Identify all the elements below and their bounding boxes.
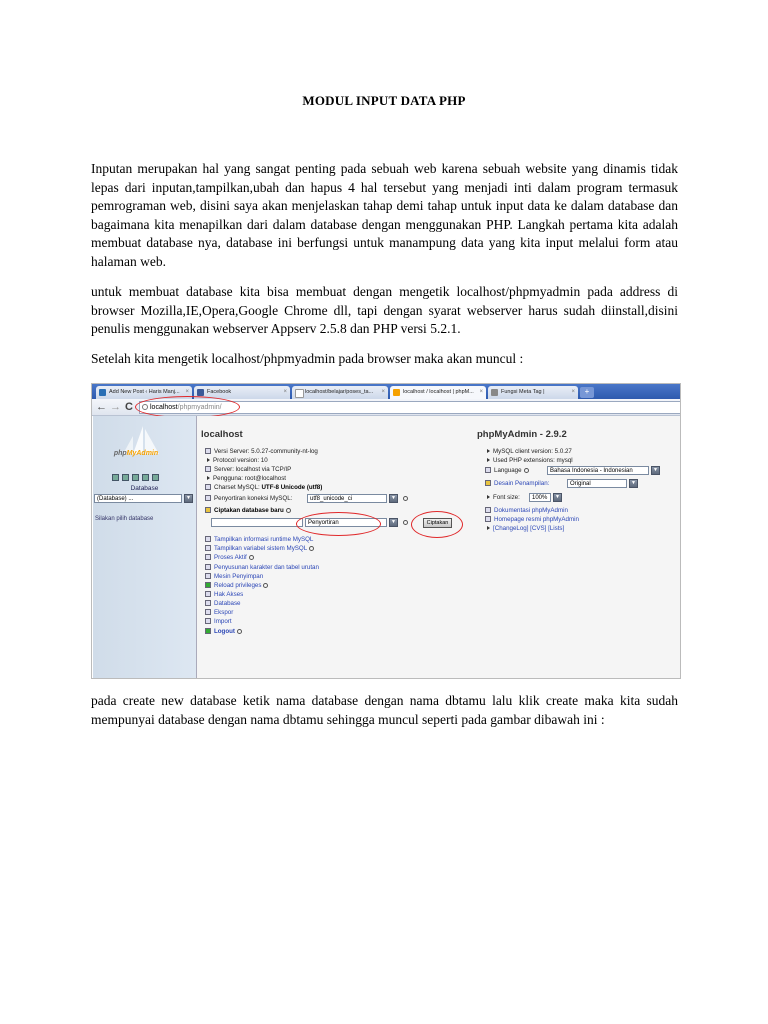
charset-row: Charset MySQL: UTF-8 Unicode (utf8) (205, 484, 322, 492)
forward-button[interactable]: → (110, 401, 121, 413)
collation-select[interactable]: utf8_unicode_ci (307, 494, 387, 503)
bullet-icon (487, 526, 490, 530)
privileges-icon (205, 591, 211, 597)
language-select-arrow-icon[interactable]: ▼ (651, 466, 660, 475)
tab-localhost-belajar[interactable]: localhost/belajar/poses_ta... × (292, 386, 388, 399)
create-db-label-row: Ciptakan database baru (205, 507, 291, 515)
docs-icon[interactable] (142, 474, 149, 481)
database-icon (205, 600, 211, 606)
phpmyadmin-version-heading: phpMyAdmin - 2.9.2 (477, 429, 567, 440)
collation-row: Penyortiran koneksi MySQL: (205, 495, 292, 503)
link-engines[interactable]: Mesin Penyimpan (205, 573, 263, 581)
help-icon[interactable] (403, 520, 408, 525)
document-title: MODUL INPUT DATA PHP (302, 93, 466, 108)
new-tab-button[interactable]: + (580, 387, 594, 398)
close-icon[interactable]: × (381, 389, 385, 395)
font-size-select[interactable]: 100% (529, 493, 551, 502)
reload-icon (205, 582, 211, 588)
left-navigation (93, 416, 197, 678)
collation-select-arrow-icon[interactable]: ▼ (389, 494, 398, 503)
page-icon (295, 389, 304, 398)
import-icon (205, 618, 211, 624)
docs-icon (485, 507, 491, 513)
bullet-icon (487, 449, 490, 453)
language-row: Language (485, 467, 529, 475)
close-icon[interactable]: × (571, 389, 575, 395)
link-runtime-info[interactable]: Tampilkan informasi runtime MySQL (205, 536, 313, 544)
protocol-row: Protocol version: 10 (205, 457, 268, 465)
create-database-button[interactable]: Ciptakan (423, 518, 452, 528)
font-size-row: Font size: (485, 494, 520, 502)
language-select[interactable]: Bahasa Indonesia - Indonesian (547, 466, 649, 475)
help-icon[interactable] (524, 468, 529, 473)
logout-icon (205, 628, 211, 634)
help-icon[interactable] (263, 583, 268, 588)
homepage-row[interactable]: Homepage resmi phpMyAdmin (485, 516, 579, 524)
server-icon (205, 448, 211, 454)
collation-icon (205, 495, 211, 501)
server-icon (205, 466, 211, 472)
link-databases[interactable]: Database (205, 600, 241, 608)
help-icon[interactable] (403, 496, 408, 501)
tab-add-new-post[interactable]: Add New Post ‹ Haris Manj... × (96, 386, 192, 399)
main-panel (197, 416, 680, 678)
link-processes[interactable]: Proses Aktif (205, 554, 254, 562)
page-icon (491, 389, 498, 396)
help-icon[interactable] (249, 555, 254, 560)
sort-select[interactable]: Penyortiran (305, 518, 387, 527)
link-logout[interactable]: Logout (205, 628, 242, 636)
docs-row[interactable]: Dokumentasi phpMyAdmin (485, 507, 568, 515)
server-row: Server: localhost via TCP/IP (205, 466, 291, 474)
paragraph-after-typing: Setelah kita mengetik localhost/phpmyadmin pada browser maka akan muncul : (91, 351, 524, 366)
link-export[interactable]: Ekspor (205, 609, 233, 617)
php-extensions-row: Used PHP extensions: mysql (485, 457, 573, 465)
changelog-row (485, 525, 564, 533)
bullet-icon (487, 458, 490, 462)
annotation-circle-name (296, 512, 381, 536)
database-label: Database (130, 485, 159, 492)
link-reload-privileges[interactable]: Reload privileges (205, 582, 268, 590)
database-select[interactable]: (Database) ... (94, 494, 182, 503)
sort-select-arrow-icon[interactable]: ▼ (389, 518, 398, 527)
link-system-variables[interactable]: Tampilkan variabel sistem MySQL (205, 545, 314, 553)
address-bar[interactable]: localhost/phpmyadmin/ (139, 401, 681, 414)
cvs-link[interactable]: [CVS] (530, 525, 547, 532)
theme-select[interactable]: Original (567, 479, 627, 488)
help-icon[interactable] (152, 474, 159, 481)
variables-icon (205, 545, 211, 551)
link-charsets[interactable]: Penyusunan karakter dan tabel urutan (205, 564, 319, 572)
theme-select-arrow-icon[interactable]: ▼ (629, 479, 638, 488)
charset-icon (205, 484, 211, 490)
user-row: Pengguna: root@localhost (205, 475, 286, 483)
theme-row: Desain Penampilan: (485, 480, 549, 488)
bullet-icon (207, 458, 210, 462)
tab-phpmyadmin[interactable]: localhost / localhost | phpM... × (390, 386, 486, 399)
link-privileges[interactable]: Hak Akses (205, 591, 243, 599)
home-icon (485, 516, 491, 522)
export-icon (205, 609, 211, 615)
help-icon[interactable] (237, 629, 242, 634)
home-icon[interactable] (112, 474, 119, 481)
phpmyadmin-icon (393, 389, 400, 396)
new-database-name-input[interactable] (211, 518, 303, 527)
changelog-link[interactable]: [ChangeLog] (493, 525, 529, 532)
localhost-heading: localhost (201, 429, 243, 440)
theme-icon (485, 480, 491, 486)
server-version-row: Versi Server: 5.0.27-community-nt-log (205, 448, 318, 456)
link-import[interactable]: Import (205, 618, 232, 626)
annotation-circle-address (135, 396, 240, 418)
sailboat-logo-icon (103, 424, 183, 474)
info-icon (205, 536, 211, 542)
charset-icon (205, 564, 211, 570)
font-size-select-arrow-icon[interactable]: ▼ (553, 493, 562, 502)
language-icon (485, 467, 491, 473)
mysql-client-row: MySQL client version: 5.0.27 (485, 448, 572, 456)
help-icon[interactable] (286, 508, 291, 513)
lists-link[interactable]: [Lists] (548, 525, 565, 532)
paragraph-intro: Inputan merupakan hal yang sangat penting pada sebuah web karena sebuah website yang dinamis tidak lepas dari inputan,tampilkan,ubah dan hapus 4 hal tersebut yang menjadi inti dalam program termasuk pemrograman web, disini saya akan menjelaskan tahap demi tahap untuk input data ke dalam database dan bagaimana kita menapilkan dari dalam database dengan menggunakan PHP. Langkah pertama kita adalah membuat database nya, database ini berfungsi untuk manampung data yang kita input melalui form atau halaman web. (91, 161, 678, 269)
user-icon (99, 389, 106, 396)
sql-icon[interactable] (122, 474, 129, 481)
close-icon[interactable]: × (283, 389, 287, 395)
close-icon[interactable]: × (185, 389, 189, 395)
select-database-hint: Silakan pilih database (95, 516, 154, 522)
bullet-icon (487, 495, 490, 499)
paragraph-create-db: untuk membuat database kita bisa membuat dengan mengetik localhost/phpmyadmin pada address di browser Mozilla,IE,Opera,Google Chrome dll, tapi dengan syarat webserver harus sudah diinstall,disini penulis menggunakan webserver Appserv 2.5.8 dan PHP versi 5.2.1. (91, 284, 678, 336)
nav-icon-row (112, 468, 182, 477)
phpmyadmin-logo: phpMyAdmin (113, 450, 159, 457)
back-button[interactable]: ← (96, 401, 107, 413)
query-window-icon[interactable] (132, 474, 139, 481)
tab-fungsi-meta-tag[interactable]: Fungsi Meta Tag | × (488, 386, 578, 399)
facebook-icon (197, 389, 204, 396)
paragraph-after-create: pada create new database ketik nama database dengan nama dbtamu lalu klik create maka kita sudah mempunyai database dengan nama dbtamu sehingga muncul seperti pada gambar dibawah ini : (91, 693, 678, 727)
close-icon[interactable]: × (479, 389, 483, 395)
reload-button[interactable]: C (125, 401, 133, 413)
tab-facebook[interactable]: Facebook × (194, 386, 290, 399)
engine-icon (205, 573, 211, 579)
phpmyadmin-screenshot (91, 383, 681, 679)
bullet-icon (207, 476, 210, 480)
new-database-icon (205, 507, 211, 513)
process-icon (205, 554, 211, 560)
help-icon[interactable] (309, 546, 314, 551)
annotation-circle-create (411, 511, 463, 538)
database-select-arrow-icon[interactable]: ▼ (184, 494, 193, 503)
